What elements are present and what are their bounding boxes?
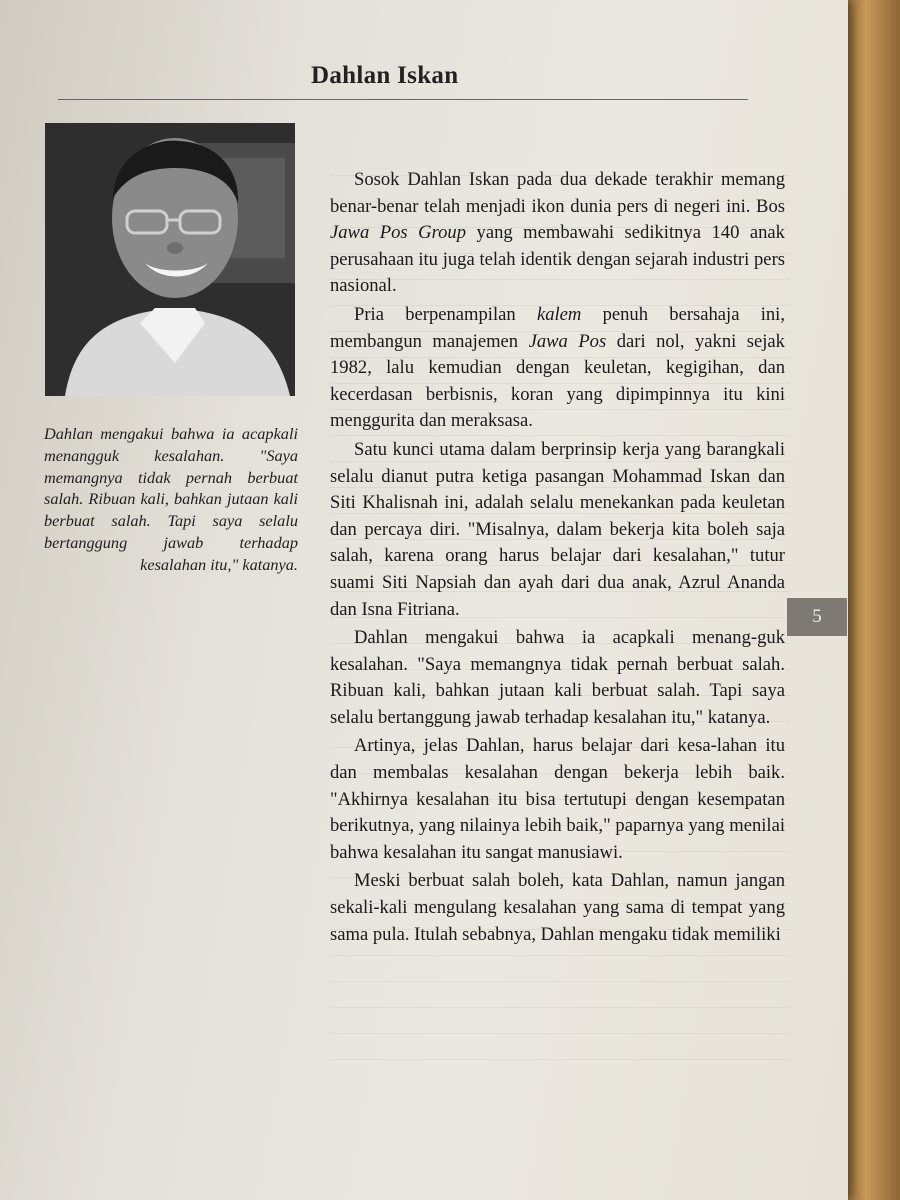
portrait-image [45,123,295,396]
paragraph-text: penuh bersahaja ini, membangun manajemen [330,303,785,352]
paragraph-italic: kalem [536,303,582,325]
page-number: 5 [787,598,847,636]
paragraph-2 [330,302,785,435]
photo-caption [44,423,298,576]
paragraph-text: Artinya, jelas Dahlan, harus belajar dari kesa-lahan itu dan membalas kesalahan dengan bekerja lebih baik. "Akhirnya kesalahan itu bisa tertutupi dengan kesempatan berikutnya, yang nilainya lebih baik," paparnya yang menilai bahwa kesalahan itu sangat manusiawi. [330,735,785,863]
paragraph-text: Pria berpenampilan [354,303,537,325]
paragraph-3 [330,437,785,623]
paragraph-text: Sosok Dahlan Iskan pada dua dekade terakhir memang benar-benar telah menjadi ikon dunia pers di negeri ini. Bos [330,169,785,217]
paragraph-text: yang membawahi sedikitnya 140 anak perusahaan itu juga telah identik dengan sejarah industri pers nasional. [330,222,785,297]
article-body [330,167,785,948]
paragraph-italic: Jawa Pos [528,330,607,352]
paragraph-text: Satu kunci utama dalam berprinsip kerja yang barangkali selalu dianut putra ketiga pasangan Mohammad Iskan dan Siti Khalisnah ini, adalah selalu menekankan pada keuletan dan percaya diri. "Misalnya, dalam bekerja kita boleh saja salah, karena orang harus belajar dari kesalahan," tutur suami Siti Napsiah dan ayah dari dua anak, Azrul Ananda dan Isna Fitriana. [330,438,785,620]
portrait-photo [45,123,295,396]
paragraph-1 [330,167,785,300]
paragraph-4 [330,625,785,731]
paragraph-text: dari nol, yakni sejak 1982, lalu kemudian dengan keuletan, kegigihan, dan kecerdasan berbisnis, koran yang dipimpinnya itu kini menggurita dan meraksasa. [330,330,785,432]
paragraph-text: Meski berbuat salah boleh, kata Dahlan, namun jangan sekali-kali mengulang kesalahan yang sama di tempat yang sama pula. Itulah sebabnya, Dahlan mengaku tidak memiliki [330,870,785,945]
paragraph-6 [330,868,785,948]
paragraph-5 [330,733,785,866]
header-rule [58,99,748,100]
next-page-edge [848,0,900,1200]
paragraph-italic: Jawa Pos Group [330,222,467,244]
paragraph-text: Dahlan mengakui bahwa ia acapkali menang-guk kesalahan. "Saya memangnya tidak pernah berbuat salah. Ribuan kali, bahkan jutaan kali berbuat salah. Tapi saya selalu bertanggung jawab terhadap kesalahan itu," katanya. [330,627,785,728]
caption-text: Dahlan mengakui bahwa ia acapkali menangguk kesalahan. "Saya memangnya tidak pernah berbuat salah. Ribuan kali, bahkan jutaan kali berbuat salah. Tapi saya selalu bertanggung jawab terhadap kesalahan itu," katanya. [44,424,298,574]
running-head: Dahlan Iskan [311,62,459,89]
